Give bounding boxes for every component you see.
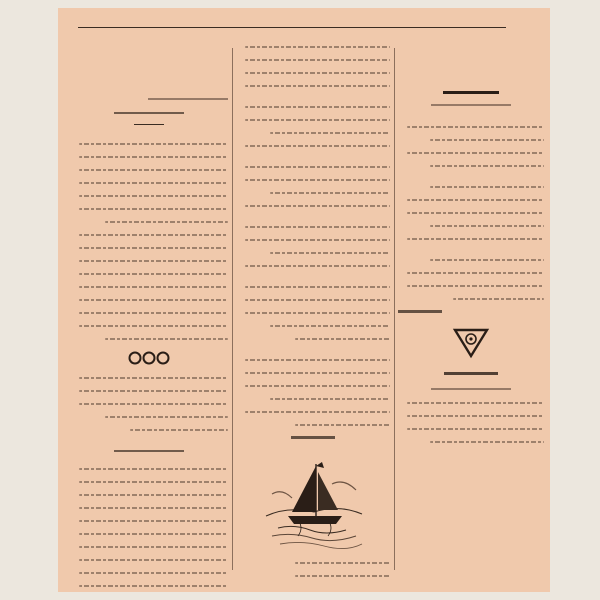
text-line [70, 384, 228, 397]
poem-line [236, 233, 390, 246]
poem-line [236, 139, 390, 152]
poem-line [398, 133, 544, 146]
poem-line [236, 126, 390, 139]
poem-line [236, 319, 390, 332]
text-line [70, 579, 228, 592]
triple-ring-ornament-icon [127, 351, 171, 365]
middle-column [236, 40, 390, 582]
text-line [70, 319, 228, 332]
text-line [70, 371, 228, 384]
poem-line [236, 220, 390, 233]
right-column [398, 64, 544, 448]
poem-line [236, 173, 390, 186]
poem-line [236, 100, 390, 113]
poem-line [398, 279, 544, 292]
sailing-ship-illustration [258, 454, 368, 552]
column-divider-left [232, 48, 233, 570]
text-line [70, 228, 228, 241]
poem-line [398, 292, 544, 305]
poem-line [236, 293, 390, 306]
text-line [398, 409, 544, 422]
poem-line [236, 53, 390, 66]
caption-line [236, 556, 390, 569]
poem-line [398, 159, 544, 172]
text-line [70, 267, 228, 280]
left-column [70, 92, 228, 592]
poem-line [236, 353, 390, 366]
poem-line [236, 280, 390, 293]
poem-line [398, 193, 544, 206]
poem-line [236, 418, 390, 431]
poem-line [236, 259, 390, 272]
text-line [70, 514, 228, 527]
bottom-subheading [398, 382, 544, 396]
poem-line [398, 253, 544, 266]
poem-line [236, 405, 390, 418]
column-divider-right [394, 48, 395, 570]
text-line [70, 241, 228, 254]
poem-line [398, 180, 544, 193]
poem-line [236, 160, 390, 173]
poem-line [236, 66, 390, 79]
text-line [70, 462, 228, 475]
text-line [70, 215, 228, 228]
section-heading [70, 444, 228, 458]
text-line [70, 202, 228, 215]
caption-line [236, 569, 390, 582]
poem-line [236, 392, 390, 405]
poem-stanza-3 [398, 253, 544, 305]
page-number [62, 20, 78, 31]
text-line [70, 423, 228, 436]
text-line [398, 396, 544, 409]
poem-line [236, 306, 390, 319]
poem-subtitle [398, 98, 544, 112]
text-line [398, 422, 544, 435]
poem-stanza-1 [398, 120, 544, 172]
poem-line [398, 266, 544, 279]
text-line [70, 163, 228, 176]
poem-line [398, 232, 544, 245]
poem-line [236, 246, 390, 259]
journal-title [514, 19, 544, 32]
text-line [70, 475, 228, 488]
text-line [70, 566, 228, 579]
poem-line [236, 379, 390, 392]
text-line [70, 293, 228, 306]
poem-line [236, 40, 390, 53]
poem-line [236, 366, 390, 379]
heading-rule [134, 124, 164, 125]
epigraph [70, 92, 228, 106]
text-line [70, 501, 228, 514]
text-line [70, 189, 228, 202]
text-line [398, 435, 544, 448]
text-line [70, 527, 228, 540]
crescent-emblem-icon [451, 326, 491, 360]
article-heading [70, 106, 228, 120]
text-line [70, 306, 228, 319]
poem-line [398, 206, 544, 219]
poem-line [398, 219, 544, 232]
text-line [70, 150, 228, 163]
text-line [70, 332, 228, 345]
poem-line [236, 199, 390, 212]
poem-line [398, 146, 544, 159]
poem-line [236, 186, 390, 199]
poem-line [236, 113, 390, 126]
text-line [70, 397, 228, 410]
section-title [398, 64, 544, 98]
bottom-heading [398, 366, 544, 382]
text-line [70, 488, 228, 501]
poem-line [236, 332, 390, 345]
text-line [70, 137, 228, 150]
poem-line [236, 79, 390, 92]
text-line [70, 176, 228, 189]
poem-line [398, 120, 544, 133]
text-line [70, 540, 228, 553]
magazine-page [58, 8, 550, 592]
poem-signature [236, 431, 390, 446]
poem-signature [398, 305, 544, 320]
header-rule [78, 27, 506, 28]
text-line [70, 280, 228, 293]
text-line [70, 553, 228, 566]
text-line [70, 254, 228, 267]
poem-stanza-2 [398, 180, 544, 245]
text-line [70, 410, 228, 423]
